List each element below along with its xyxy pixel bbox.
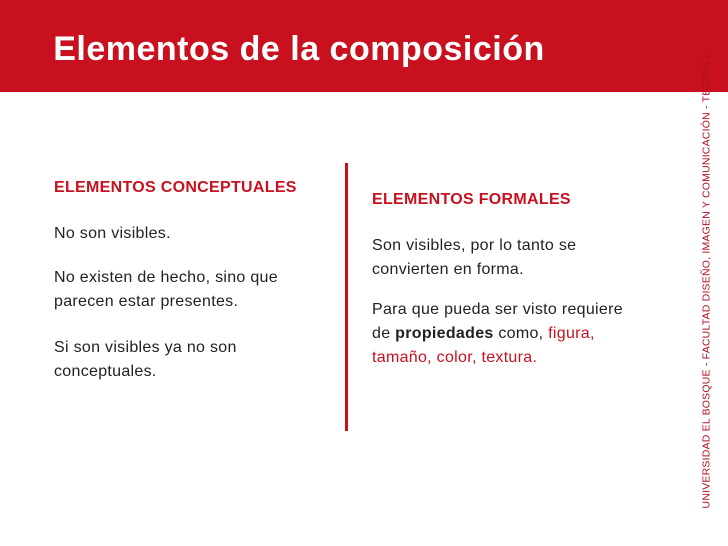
left-paragraph-1: No son visibles. [54, 225, 171, 242]
left-paragraph-2: No existen de hecho, sino que parecen estar presentes. [54, 269, 278, 310]
right-paragraph-2-como: como, [498, 325, 544, 342]
properties-term: propiedades [395, 325, 494, 342]
left-paragraph-3: Si son visibles ya no son conceptuales. [54, 339, 237, 380]
right-heading: ELEMENTOS FORMALES [372, 191, 571, 208]
properties-list: figura, tamaño, color, textura. [372, 325, 595, 366]
right-paragraph-1: Son visibles, por lo tanto se convierten en forma. [372, 237, 577, 278]
slide-title: Elementos de la composición [53, 29, 545, 68]
left-heading: ELEMENTOS CONCEPTUALES [54, 179, 297, 196]
right-paragraph-2 [372, 298, 632, 370]
left-column [54, 176, 339, 384]
right-column [372, 188, 632, 370]
side-caption-container [695, 40, 717, 522]
side-caption: UNIVERSIDAD EL BOSQUE - FACULTAD DISEÑO, IMAGEN Y COMUNICACIÓN - TEORÍA 1 [700, 53, 712, 509]
right-paragraph-2-start: Para que pueda ser visto requiere de [372, 301, 623, 342]
column-divider [345, 163, 348, 431]
